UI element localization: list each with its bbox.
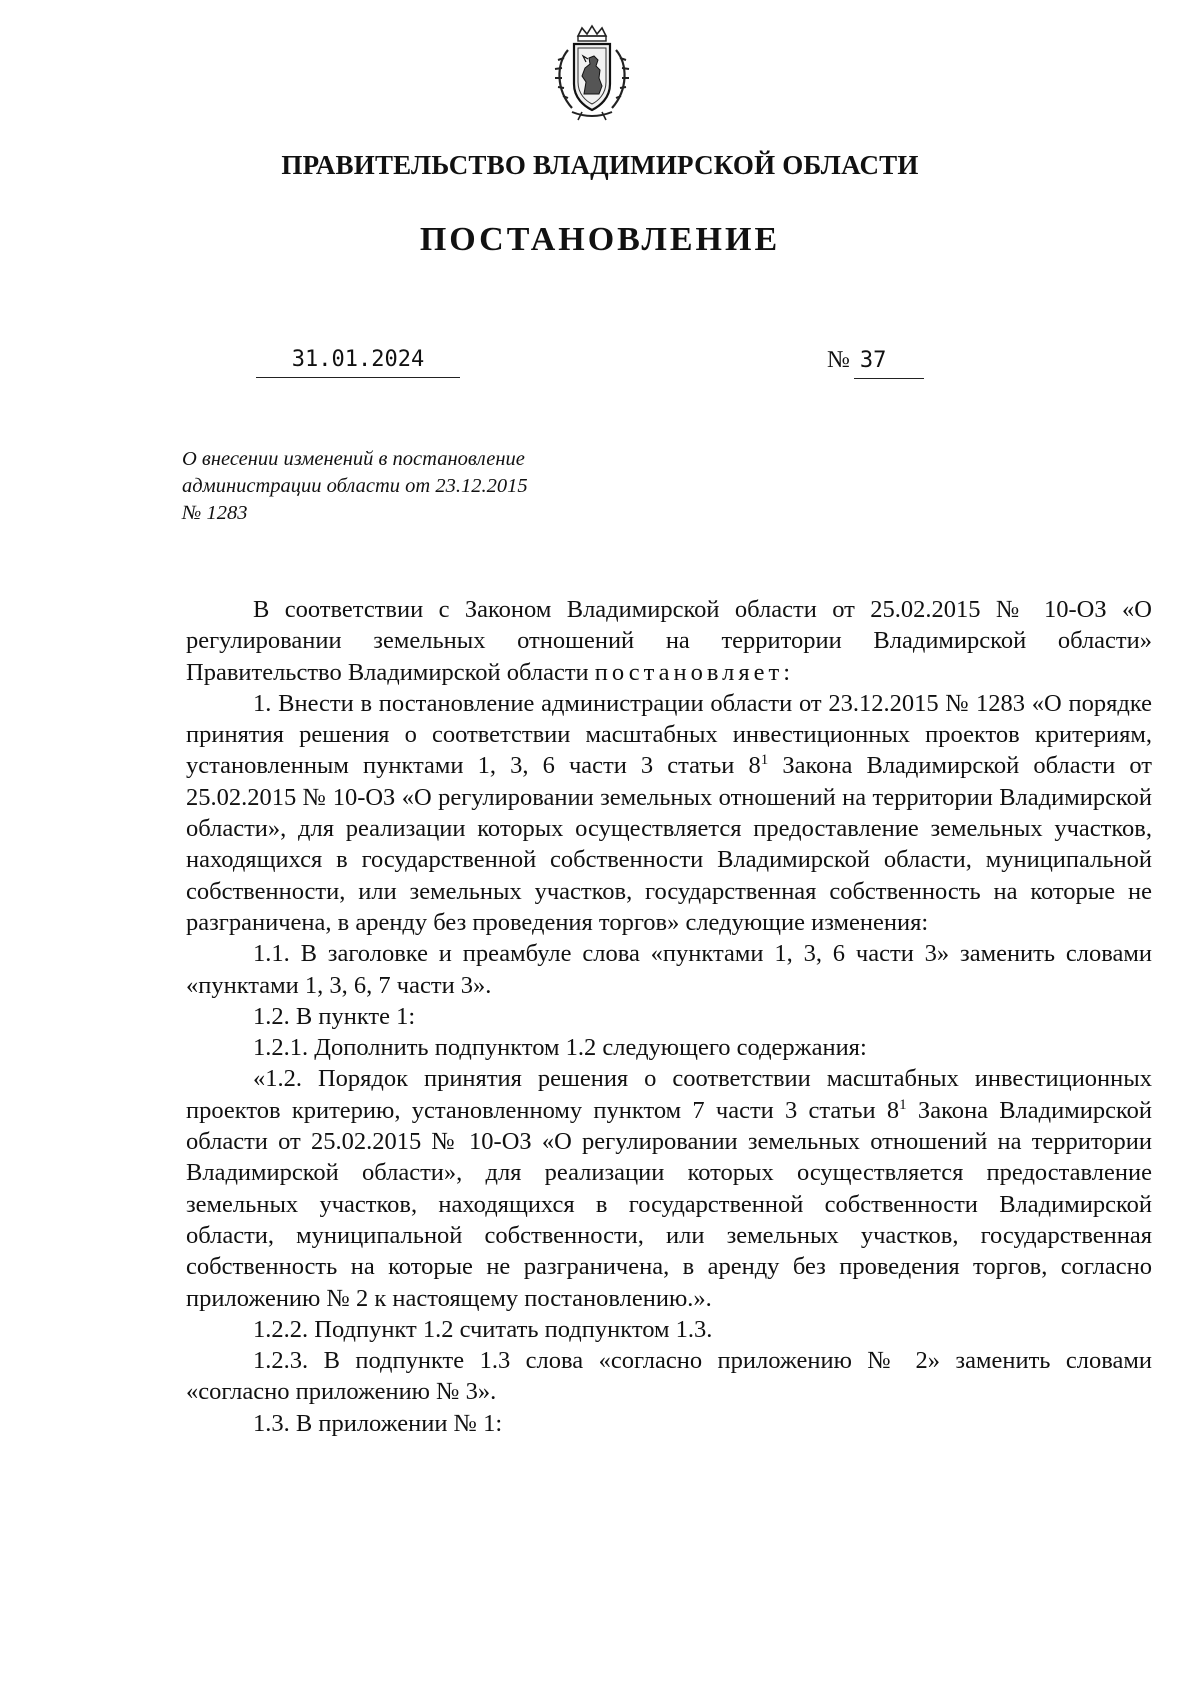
- clause-1-3: 1.3. В приложении № 1:: [253, 1409, 503, 1437]
- clause-1-2-1-text: «1.2. Порядок принятия решения о соответствии масштабных инвестиционных проектов критерию, установленному пунктом 7 части 3 статьи $8^1$ Закона Владимирской области от 25.02.2015 № 10-ОЗ «О регулировании земельных отношений на территории Владимирской области», для реализации которых осуществляется предоставление земельных участков, находящихся в государственной собственности Владимирской области, муниципальной собственности, или земельных участков, государственная собственность на которые не разграничена, в аренду без проведения торгов, согласно приложению № 2 к настоящему постановлению.».: [186, 1065, 1152, 1312]
- preamble-paragraph: В соответствии с Законом Владимирской области от 25.02.2015 № 10-ОЗ «О регулировании земельных отношений на территории Владимирской области» Правительство Владимирской области постановляет:: [186, 596, 1152, 686]
- subject-line: № 1283: [182, 502, 248, 524]
- clause-1-2-3: 1.2.3. В подпункте 1.3 слова «согласно приложению № 2» заменить словами «согласно приложению № 3».: [186, 1347, 1152, 1406]
- clause-1-2: 1.2. В пункте 1:: [253, 1002, 416, 1030]
- clause-1-2-2: 1.2.2. Подпункт 1.2 считать подпунктом 1.3.: [253, 1315, 713, 1343]
- document-type-title: ПОСТАНОВЛЕНИЕ: [419, 221, 781, 258]
- document-body: [186, 594, 1152, 1439]
- coat-of-arms-emblem: [542, 24, 642, 124]
- coat-of-arms-icon: [542, 24, 642, 124]
- subject-line: администрации области от 23.12.2015: [182, 475, 528, 497]
- clause-1-1: 1.1. В заголовке и преамбуле слова «пунктами 1, 3, 6 части 3» заменить словами «пунктами 1, 3, 6, 7 части 3».: [186, 940, 1152, 999]
- document-subject: [182, 446, 622, 527]
- clause-1: 1. Внести в постановление администрации области от 23.12.2015 № 1283 «О порядке принятия решения о соответствии масштабных инвестиционных проектов критериям, установленным пунктами 1, 3, 6 части 3 статьи $8^1$ Закона Владимирской области от 25.02.2015 № 10-ОЗ «О регулировании земельных отношений на территории Владимирской области», для реализации которых осуществляется предоставление земельных участков, находящихся в государственной собственности Владимирской области, муниципальной собственности, или земельных участков, государственная собственность на которые не разграничена, в аренду без проведения торгов» следующие изменения:: [186, 689, 1152, 936]
- resolves-word: постановляет: [594, 658, 784, 686]
- clause-1-2-1: 1.2.1. Дополнить подпунктом 1.2 следующего содержания:: [253, 1034, 867, 1062]
- number-sign: №: [827, 347, 850, 373]
- document-date: 31.01.2024: [256, 343, 460, 378]
- document-number-block: [827, 343, 924, 379]
- organization-title: ПРАВИТЕЛЬСТВО ВЛАДИМИРСКОЙ ОБЛАСТИ: [281, 150, 919, 180]
- subject-line: О внесении изменений в постановление: [182, 448, 525, 470]
- document-number: 37: [854, 344, 924, 379]
